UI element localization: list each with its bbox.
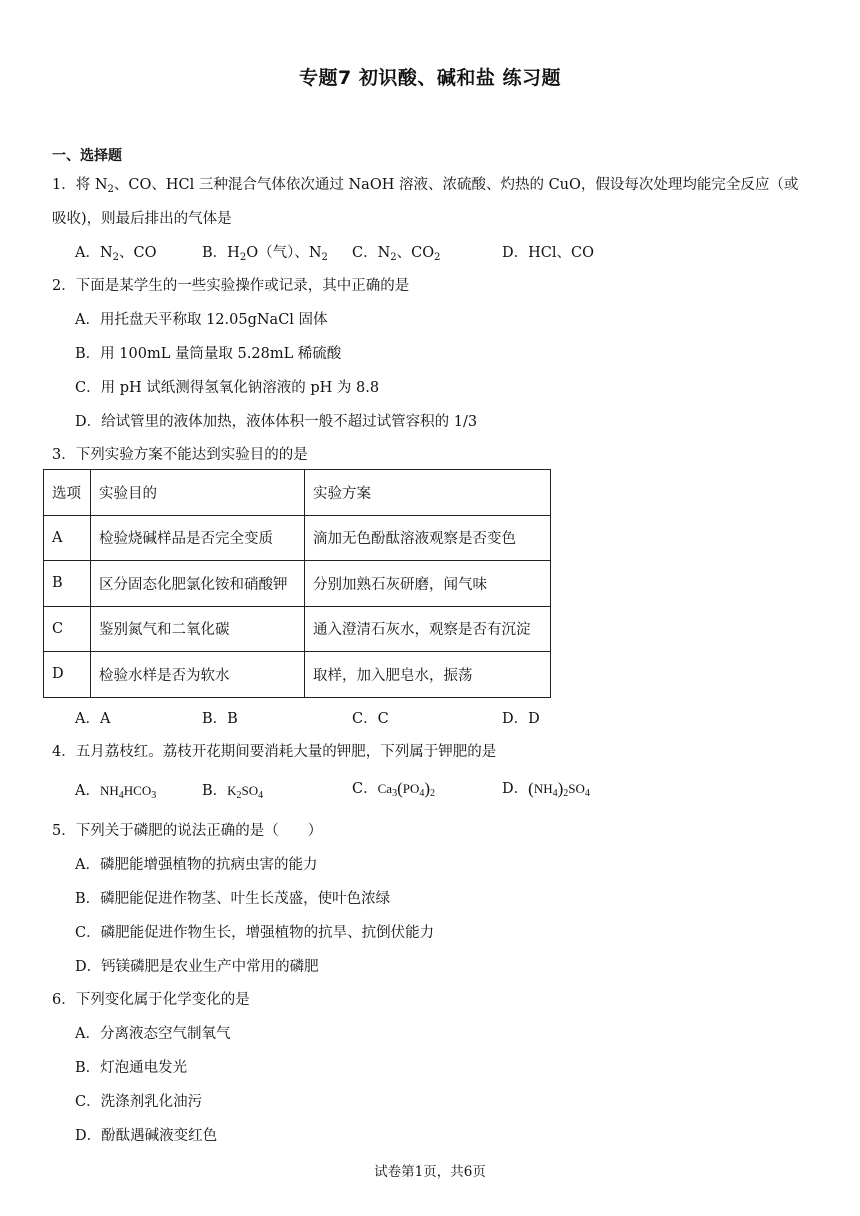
- table-cell: 鉴别氮气和二氧化碳: [91, 606, 305, 652]
- table-cell: A: [44, 515, 91, 561]
- table-cell: 检验水样是否为软水: [91, 652, 305, 698]
- section-heading: 一、选择题: [52, 148, 122, 164]
- question-1-option-b[interactable]: B．$H_2O$（气）、$N_2$: [202, 245, 328, 263]
- question-5-option-b[interactable]: B．磷肥能促进作物茎、叶生长茂盛，使叶色浓绿: [75, 891, 391, 907]
- question-5-stem: 5．下列关于磷肥的说法正确的是（ ）: [52, 823, 323, 839]
- table-cell: 检验烧碱样品是否完全变质: [91, 515, 305, 561]
- table-cell: B: [44, 561, 91, 607]
- table-header-cell: 实验目的: [91, 470, 305, 516]
- question-1-option-d[interactable]: D．HCl、CO: [502, 245, 594, 261]
- question-6-option-d[interactable]: D．酚酞遇碱液变红色: [75, 1128, 218, 1144]
- question-1-option-a[interactable]: A．$N_2$、CO: [75, 245, 157, 263]
- question-3-option-c[interactable]: C．C: [352, 711, 389, 727]
- question-3-stem: 3．下列实验方案不能达到实验目的的是: [52, 447, 308, 463]
- question-2-option-b[interactable]: B．用 100mL 量筒量取 5.28mL 稀硫酸: [75, 346, 342, 362]
- question-6-option-b[interactable]: B．灯泡通电发光: [75, 1060, 188, 1076]
- table-header-row: [44, 470, 551, 516]
- page-footer: 试卷第1页，共6页: [374, 1164, 486, 1180]
- table-cell: 分别加熟石灰研磨，闻气味: [305, 561, 551, 607]
- question-6-option-c[interactable]: C．洗涤剂乳化油污: [75, 1094, 203, 1110]
- table-header-cell: 实验方案: [305, 470, 551, 516]
- question-3-table: [43, 469, 551, 698]
- table-cell: 通入澄清石灰水，观察是否有沉淀: [305, 606, 551, 652]
- table-cell: 取样，加入肥皂水，振荡: [305, 652, 551, 698]
- question-1-stem: 1．将 $N_2$、CO、HCl 三种混合气体依次通过 NaOH 溶液、浓硫酸、灼热的 CuO，假设每次处理均能完全反应（或: [52, 177, 799, 195]
- question-5-option-d[interactable]: D．钙镁磷肥是农业生产中常用的磷肥: [75, 959, 319, 975]
- question-3-option-a[interactable]: A．A: [75, 711, 111, 727]
- question-4-option-a[interactable]: A．$NH_4HCO_3$: [75, 783, 157, 801]
- table-row: [44, 606, 551, 652]
- question-5-option-a[interactable]: A．磷肥能增强植物的抗病虫害的能力: [75, 857, 318, 873]
- question-1-stem-cont: 吸收)，则最后排出的气体是: [52, 211, 232, 227]
- table-cell: 区分固态化肥氯化铵和硝酸钾: [91, 561, 305, 607]
- question-6-option-a[interactable]: A．分离液态空气制氧气: [75, 1026, 231, 1042]
- question-2-option-d[interactable]: D．给试管里的液体加热，液体体积一般不超过试管容积的 1/3: [75, 414, 478, 430]
- question-2-option-c[interactable]: C．用 pH 试纸测得氢氧化钠溶液的 pH 为 8.8: [75, 380, 380, 396]
- table-cell: C: [44, 606, 91, 652]
- question-2-option-a[interactable]: A．用托盘天平称取 12.05gNaCl 固体: [75, 312, 328, 328]
- question-5-option-c[interactable]: C．磷肥能促进作物生长，增强植物的抗旱、抗倒伏能力: [75, 925, 435, 941]
- question-6-stem: 6．下列变化属于化学变化的是: [52, 992, 250, 1008]
- question-4-option-b[interactable]: B．$K_2SO_4$: [202, 783, 264, 801]
- page-title: 专题7 初识酸、碱和盐 练习题: [299, 67, 561, 89]
- table-row: [44, 561, 551, 607]
- question-2-stem: 2．下面是某学生的一些实验操作或记录，其中正确的是: [52, 278, 410, 294]
- question-1-option-c[interactable]: C．$N_2$、$CO_2$: [352, 245, 441, 263]
- table-header-cell: 选项: [44, 470, 91, 516]
- question-4-stem: 4．五月荔枝红。荔枝开花期间要消耗大量的钾肥，下列属于钾肥的是: [52, 744, 497, 760]
- question-3-option-b[interactable]: B．B: [202, 711, 238, 727]
- question-4-option-c[interactable]: C．$Ca_3(PO_4)_2$: [352, 779, 436, 799]
- table-row: [44, 515, 551, 561]
- question-3-option-d[interactable]: D．D: [502, 711, 540, 727]
- question-4-option-d[interactable]: D．$(NH_4)_2SO_4$: [502, 779, 590, 799]
- table-cell: D: [44, 652, 91, 698]
- table-cell: 滴加无色酚酞溶液观察是否变色: [305, 515, 551, 561]
- table-row: [44, 652, 551, 698]
